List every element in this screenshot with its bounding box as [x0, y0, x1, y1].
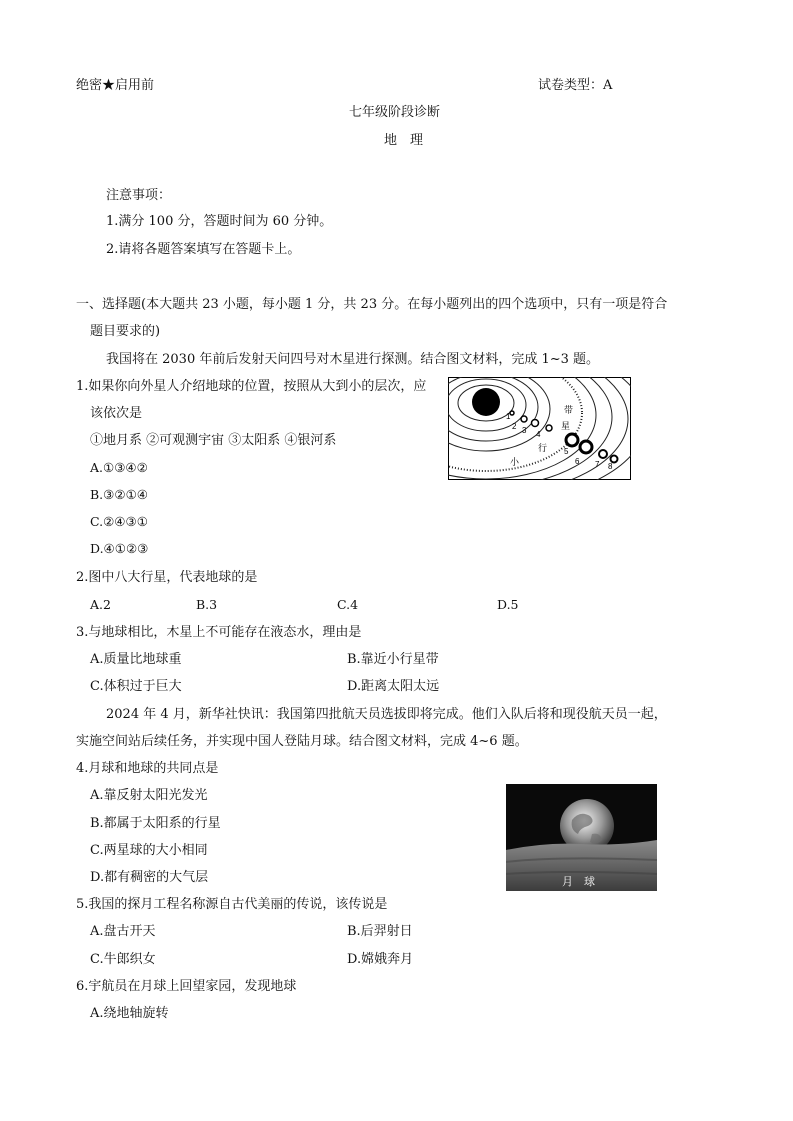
- option-b: B.后羿射日: [347, 924, 413, 939]
- exam-title: 七年级阶段诊断: [349, 105, 441, 120]
- photo-caption: 月 球: [562, 875, 595, 888]
- note-item: 2.请将各题答案填写在答题卡上。: [106, 242, 301, 257]
- option-d: D.都有稠密的大气层: [90, 870, 209, 885]
- question-stem: 3.与地球相比，木星上不可能存在液态水，理由是: [76, 625, 362, 640]
- context-paragraph-cont: 实施空间站后续任务，并实现中国人登陆月球。结合图文材料，完成 4~6 题。: [76, 734, 528, 749]
- option-c: C.②④③①: [90, 514, 148, 529]
- option-b: B.3: [196, 597, 218, 612]
- context-paragraph: 2024 年 4 月，新华社快讯：我国第四批航天员选拔即将完成。他们入队后将和现役航天员一起，: [106, 707, 667, 722]
- option-d: D.嫦娥奔月: [347, 952, 414, 967]
- option-c: C.牛郎织女: [90, 952, 156, 967]
- planet-number: 6: [575, 457, 580, 466]
- question-stem-cont: 该依次是: [90, 406, 143, 421]
- option-a: A.靠反射太阳光发光: [90, 788, 208, 803]
- question-stem: 4.月球和地球的共同点是: [76, 761, 219, 776]
- belt-label: 行: [538, 444, 548, 454]
- belt-label: 带: [564, 406, 574, 416]
- question-stem: 2.图中八大行星，代表地球的是: [76, 570, 258, 585]
- planet-number: 1: [506, 412, 511, 421]
- option-b: B.靠近小行星带: [347, 652, 439, 667]
- section-heading: 一、选择题(本大题共 23 小题，每小题 1 分，共 23 分。在每小题列出的四个选项中，只有一项是符合: [76, 297, 668, 312]
- question-items: ①地月系 ②可观测宇宙 ③太阳系 ④银河系: [90, 433, 337, 448]
- planet-number: 2: [512, 422, 517, 431]
- notes-heading: 注意事项：: [106, 188, 172, 203]
- option-c: C.两星球的大小相同: [90, 843, 208, 858]
- section-heading-cont: 题目要求的): [90, 324, 161, 339]
- planet-number: 7: [595, 460, 600, 469]
- note-item: 1.满分 100 分，答题时间为 60 分钟。: [106, 214, 333, 229]
- planet-number: 8: [608, 462, 613, 471]
- option-c: C.4: [337, 597, 359, 612]
- option-a: A.盘古开天: [90, 924, 156, 939]
- planet-number: 5: [564, 447, 569, 456]
- option-a: A.2: [90, 597, 111, 612]
- option-b: B.都属于太阳系的行星: [90, 816, 221, 831]
- option-a: A.质量比地球重: [90, 652, 182, 667]
- subject-title: 地 理: [384, 133, 424, 148]
- belt-label: 小: [510, 458, 520, 468]
- option-c: C.体积过于巨大: [90, 679, 182, 694]
- option-b: B.③②①④: [90, 487, 148, 502]
- option-a: A.绕地轴旋转: [90, 1006, 169, 1021]
- option-d: D.距离太阳太远: [347, 679, 440, 694]
- option-d: D.5: [497, 597, 519, 612]
- earthrise-photo: [506, 784, 657, 891]
- planet-number: 4: [536, 430, 541, 439]
- sun-icon: [472, 388, 500, 416]
- question-stem: 5.我国的探月工程名称源自古代美丽的传说，该传说是: [76, 897, 388, 912]
- question-stem: 1.如果你向外星人介绍地球的位置，按照从大到小的层次，应: [76, 379, 427, 394]
- question-stem: 6.宇航员在月球上回望家园，发现地球: [76, 979, 297, 994]
- belt-label: 星: [561, 422, 571, 432]
- option-d: D.④①②③: [90, 541, 149, 556]
- secret-label: 绝密★启用前: [76, 78, 155, 93]
- planet-number: 3: [522, 426, 527, 435]
- context-paragraph: 我国将在 2030 年前后发射天问四号对木星进行探测。结合图文材料，完成 1~3 题。: [106, 352, 600, 367]
- solar-system-figure: [448, 377, 631, 480]
- paper-type: 试卷类型：A: [538, 78, 613, 93]
- option-a: A.①③④②: [90, 460, 148, 475]
